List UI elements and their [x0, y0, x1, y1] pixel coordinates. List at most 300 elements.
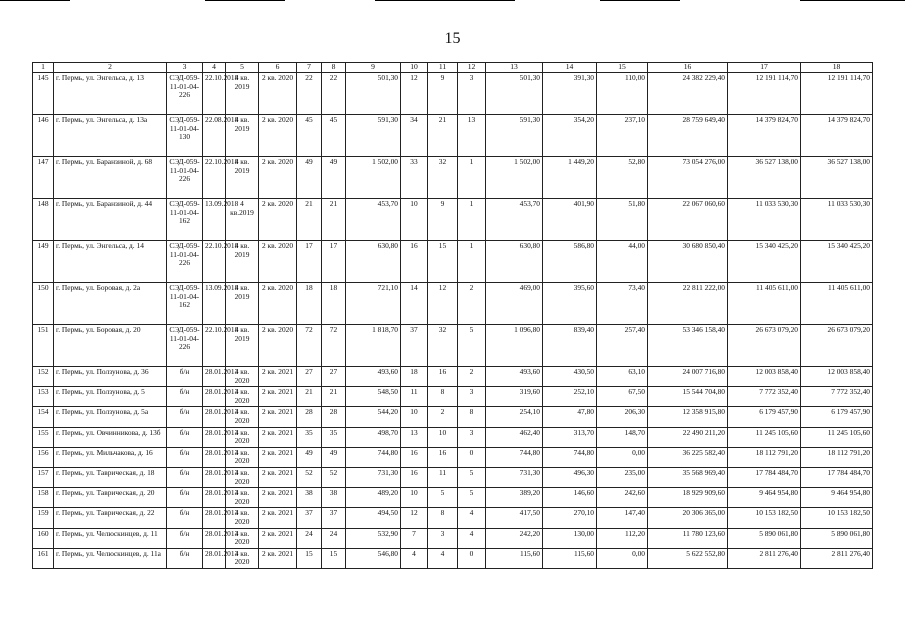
col11-cell: 16	[428, 447, 458, 467]
col16-cell: 35 568 969,40	[648, 467, 728, 487]
col17-cell: 5 890 061,80	[728, 528, 801, 548]
document-cell: СЭД-059-11-01-04-226	[167, 325, 203, 367]
row-number: 147	[33, 157, 54, 199]
address-cell: г. Пермь, ул. Баранзиной, д. 68	[54, 157, 167, 199]
col12-cell: 5	[458, 467, 486, 487]
quarter-end-cell: 2 кв. 2020	[259, 283, 297, 325]
quarter-end-cell: 2 кв. 2021	[259, 367, 297, 387]
col15-cell: 235,00	[597, 467, 648, 487]
quarter-start-cell: 4 кв. 2019	[226, 115, 259, 157]
col7-cell: 21	[297, 387, 322, 407]
quarter-start-cell: 4 кв.2019	[226, 199, 259, 241]
col17-cell: 36 527 138,00	[728, 157, 801, 199]
col15-cell: 147,40	[597, 508, 648, 528]
row-number: 154	[33, 407, 54, 427]
header-cell: 4	[203, 63, 226, 73]
col14-cell: 115,60	[543, 548, 597, 568]
table-row	[33, 157, 873, 199]
table-row	[33, 283, 873, 325]
table-row	[33, 367, 873, 387]
document-cell: б/н	[167, 407, 203, 427]
date-cell: 28.01.2013	[203, 467, 226, 487]
document-cell: б/н	[167, 508, 203, 528]
row-number: 160	[33, 528, 54, 548]
header-cell: 13	[486, 63, 543, 73]
header-cell: 3	[167, 63, 203, 73]
quarter-end-cell: 2 кв. 2021	[259, 387, 297, 407]
row-number: 157	[33, 467, 54, 487]
document-cell: СЭД-059-11-01-04-162	[167, 199, 203, 241]
table-row	[33, 528, 873, 548]
header-cell: 12	[458, 63, 486, 73]
col14-cell: 313,70	[543, 427, 597, 447]
document-cell: б/н	[167, 387, 203, 407]
date-cell: 22.10.2018	[203, 157, 226, 199]
col12-cell: 2	[458, 283, 486, 325]
date-cell: 28.01.2013	[203, 488, 226, 508]
col10-cell: 10	[401, 199, 428, 241]
col9-cell: 1 818,70	[346, 325, 401, 367]
col18-cell: 6 179 457,90	[801, 407, 873, 427]
col9-cell: 493,60	[346, 367, 401, 387]
quarter-end-cell: 2 кв. 2021	[259, 508, 297, 528]
quarter-start-cell: 4 кв. 2020	[226, 367, 259, 387]
col16-cell: 20 306 365,00	[648, 508, 728, 528]
col11-cell: 21	[428, 115, 458, 157]
col17-cell: 9 464 954,80	[728, 488, 801, 508]
col11-cell: 12	[428, 283, 458, 325]
col7-cell: 38	[297, 488, 322, 508]
col15-cell: 242,60	[597, 488, 648, 508]
date-cell: 28.01.2013	[203, 367, 226, 387]
header-cell: 2	[54, 63, 167, 73]
col13-cell: 731,30	[486, 467, 543, 487]
col18-cell: 17 784 484,70	[801, 467, 873, 487]
quarter-end-cell: 2 кв. 2021	[259, 488, 297, 508]
col18-cell: 2 811 276,40	[801, 548, 873, 568]
col9-cell: 498,70	[346, 427, 401, 447]
date-cell: 28.01.2013	[203, 528, 226, 548]
col17-cell: 17 784 484,70	[728, 467, 801, 487]
col11-cell: 32	[428, 157, 458, 199]
row-number: 155	[33, 427, 54, 447]
quarter-end-cell: 2 кв. 2021	[259, 548, 297, 568]
col14-cell: 430,50	[543, 367, 597, 387]
col14-cell: 391,30	[543, 73, 597, 115]
col15-cell: 73,40	[597, 283, 648, 325]
quarter-start-cell: 4 кв. 2019	[226, 241, 259, 283]
col9-cell: 1 502,00	[346, 157, 401, 199]
col14-cell: 270,10	[543, 508, 597, 528]
col8-cell: 21	[322, 199, 346, 241]
date-cell: 13.09.2018	[203, 283, 226, 325]
col10-cell: 37	[401, 325, 428, 367]
col15-cell: 52,80	[597, 157, 648, 199]
table-row	[33, 407, 873, 427]
table-row	[33, 115, 873, 157]
col14-cell: 47,80	[543, 407, 597, 427]
col9-cell: 532,90	[346, 528, 401, 548]
col17-cell: 2 811 276,40	[728, 548, 801, 568]
header-cell: 6	[259, 63, 297, 73]
quarter-start-cell: 4 кв. 2019	[226, 73, 259, 115]
header-cell: 7	[297, 63, 322, 73]
col7-cell: 49	[297, 447, 322, 467]
col16-cell: 30 680 850,40	[648, 241, 728, 283]
col13-cell: 501,30	[486, 73, 543, 115]
col7-cell: 27	[297, 367, 322, 387]
header-cell: 17	[728, 63, 801, 73]
quarter-start-cell: 4 кв. 2019	[226, 325, 259, 367]
row-number: 152	[33, 367, 54, 387]
col17-cell: 18 112 791,20	[728, 447, 801, 467]
document-cell: б/н	[167, 447, 203, 467]
document-cell: б/н	[167, 548, 203, 568]
col9-cell: 721,10	[346, 283, 401, 325]
col10-cell: 7	[401, 528, 428, 548]
date-cell: 28.01.2013	[203, 407, 226, 427]
quarter-start-cell: 4 кв. 2020	[226, 528, 259, 548]
quarter-end-cell: 2 кв. 2021	[259, 447, 297, 467]
col7-cell: 17	[297, 241, 322, 283]
col9-cell: 501,30	[346, 73, 401, 115]
col11-cell: 10	[428, 427, 458, 447]
document-cell: СЭД-059-11-01-04-130	[167, 115, 203, 157]
col7-cell: 35	[297, 427, 322, 447]
address-cell: г. Пермь, ул. Таврическая, д. 20	[54, 488, 167, 508]
col18-cell: 7 772 352,40	[801, 387, 873, 407]
row-number: 159	[33, 508, 54, 528]
col16-cell: 15 544 704,80	[648, 387, 728, 407]
date-cell: 28.01.2013	[203, 447, 226, 467]
col16-cell: 18 929 909,60	[648, 488, 728, 508]
col15-cell: 67,50	[597, 387, 648, 407]
col9-cell: 744,80	[346, 447, 401, 467]
col8-cell: 15	[322, 548, 346, 568]
col8-cell: 49	[322, 447, 346, 467]
date-cell: 28.01.2013	[203, 387, 226, 407]
table-row	[33, 467, 873, 487]
quarter-end-cell: 2 кв. 2021	[259, 467, 297, 487]
col7-cell: 37	[297, 508, 322, 528]
header-cell: 16	[648, 63, 728, 73]
col16-cell: 12 358 915,80	[648, 407, 728, 427]
quarter-end-cell: 2 кв. 2020	[259, 115, 297, 157]
col10-cell: 16	[401, 447, 428, 467]
col17-cell: 6 179 457,90	[728, 407, 801, 427]
col10-cell: 33	[401, 157, 428, 199]
address-cell: г. Пермь, ул. Энгельса, д. 13	[54, 73, 167, 115]
date-cell: 22.08.2018	[203, 115, 226, 157]
quarter-end-cell: 2 кв. 2021	[259, 407, 297, 427]
col10-cell: 14	[401, 283, 428, 325]
date-cell: 13.09.2018	[203, 199, 226, 241]
col18-cell: 15 340 425,20	[801, 241, 873, 283]
col10-cell: 12	[401, 508, 428, 528]
col16-cell: 22 490 211,20	[648, 427, 728, 447]
col15-cell: 237,10	[597, 115, 648, 157]
col10-cell: 16	[401, 467, 428, 487]
col13-cell: 744,80	[486, 447, 543, 467]
col14-cell: 744,80	[543, 447, 597, 467]
col13-cell: 1 096,80	[486, 325, 543, 367]
quarter-start-cell: 4 кв. 2020	[226, 427, 259, 447]
col15-cell: 206,30	[597, 407, 648, 427]
col18-cell: 11 033 530,30	[801, 199, 873, 241]
document-cell: СЭД-059-11-01-04-226	[167, 73, 203, 115]
col8-cell: 22	[322, 73, 346, 115]
row-number: 146	[33, 115, 54, 157]
quarter-start-cell: 4 кв. 2020	[226, 548, 259, 568]
top-rule-center	[375, 0, 515, 1]
col7-cell: 22	[297, 73, 322, 115]
col15-cell: 51,80	[597, 199, 648, 241]
address-cell: г. Пермь, ул. Ползунова, д. 36	[54, 367, 167, 387]
col12-cell: 1	[458, 199, 486, 241]
col16-cell: 22 811 222,00	[648, 283, 728, 325]
col17-cell: 11 405 611,00	[728, 283, 801, 325]
address-cell: г. Пермь, ул. Таврическая, д. 22	[54, 508, 167, 528]
col9-cell: 494,50	[346, 508, 401, 528]
table-row	[33, 427, 873, 447]
quarter-start-cell: 4 кв. 2020	[226, 407, 259, 427]
col8-cell: 49	[322, 157, 346, 199]
table-row	[33, 488, 873, 508]
header-cell: 10	[401, 63, 428, 73]
date-cell: 22.10.2018	[203, 241, 226, 283]
col8-cell: 52	[322, 467, 346, 487]
quarter-start-cell: 4 кв. 2020	[226, 467, 259, 487]
col16-cell: 28 759 649,40	[648, 115, 728, 157]
col16-cell: 24 007 716,80	[648, 367, 728, 387]
col18-cell: 12 191 114,70	[801, 73, 873, 115]
address-cell: г. Пермь, ул. Мильчакова, д. 16	[54, 447, 167, 467]
address-cell: г. Пермь, ул. Баранзиной, д. 44	[54, 199, 167, 241]
address-cell: г. Пермь, ул. Челюскинцев, д. 11	[54, 528, 167, 548]
header-cell: 1	[33, 63, 54, 73]
col17-cell: 10 153 182,50	[728, 508, 801, 528]
col12-cell: 3	[458, 427, 486, 447]
col10-cell: 34	[401, 115, 428, 157]
row-number: 145	[33, 73, 54, 115]
page-number: 15	[444, 30, 461, 47]
col7-cell: 28	[297, 407, 322, 427]
col8-cell: 45	[322, 115, 346, 157]
col12-cell: 4	[458, 528, 486, 548]
col9-cell: 731,30	[346, 467, 401, 487]
address-cell: г. Пермь, ул. Боровая, д. 20	[54, 325, 167, 367]
row-number: 153	[33, 387, 54, 407]
document-cell: СЭД-059-11-01-04-226	[167, 241, 203, 283]
col12-cell: 8	[458, 407, 486, 427]
address-cell: г. Пермь, ул. Ползунова, д. 5а	[54, 407, 167, 427]
col16-cell: 24 382 229,40	[648, 73, 728, 115]
col17-cell: 15 340 425,20	[728, 241, 801, 283]
col18-cell: 10 153 182,50	[801, 508, 873, 528]
col12-cell: 0	[458, 447, 486, 467]
address-cell: г. Пермь, ул. Ползунова, д. 5	[54, 387, 167, 407]
col10-cell: 10	[401, 488, 428, 508]
col9-cell: 548,50	[346, 387, 401, 407]
row-number: 158	[33, 488, 54, 508]
col14-cell: 401,90	[543, 199, 597, 241]
quarter-start-cell: 4 кв. 2019	[226, 283, 259, 325]
col12-cell: 0	[458, 548, 486, 568]
col9-cell: 630,80	[346, 241, 401, 283]
col9-cell: 544,20	[346, 407, 401, 427]
col13-cell: 591,30	[486, 115, 543, 157]
date-cell: 22.10.2018	[203, 325, 226, 367]
col9-cell: 489,20	[346, 488, 401, 508]
address-cell: г. Пермь, ул. Таврическая, д. 18	[54, 467, 167, 487]
col10-cell: 10	[401, 407, 428, 427]
col12-cell: 4	[458, 508, 486, 528]
col14-cell: 146,60	[543, 488, 597, 508]
header-cell: 8	[322, 63, 346, 73]
table-row	[33, 199, 873, 241]
table-row	[33, 548, 873, 568]
col15-cell: 0,00	[597, 447, 648, 467]
col12-cell: 5	[458, 325, 486, 367]
col10-cell: 12	[401, 73, 428, 115]
top-rule-center-left	[205, 0, 285, 1]
col14-cell: 354,20	[543, 115, 597, 157]
col11-cell: 3	[428, 528, 458, 548]
quarter-end-cell: 2 кв. 2020	[259, 325, 297, 367]
col14-cell: 586,80	[543, 241, 597, 283]
col7-cell: 45	[297, 115, 322, 157]
col8-cell: 24	[322, 528, 346, 548]
col16-cell: 36 225 582,40	[648, 447, 728, 467]
col8-cell: 18	[322, 283, 346, 325]
quarter-end-cell: 2 кв. 2020	[259, 241, 297, 283]
col10-cell: 18	[401, 367, 428, 387]
col12-cell: 2	[458, 367, 486, 387]
col12-cell: 13	[458, 115, 486, 157]
col14-cell: 1 449,20	[543, 157, 597, 199]
col13-cell: 630,80	[486, 241, 543, 283]
document-cell: СЭД-059-11-01-04-226	[167, 157, 203, 199]
col8-cell: 72	[322, 325, 346, 367]
col8-cell: 35	[322, 427, 346, 447]
col16-cell: 22 067 060,60	[648, 199, 728, 241]
document-cell: б/н	[167, 467, 203, 487]
header-cell: 18	[801, 63, 873, 73]
col11-cell: 8	[428, 508, 458, 528]
col9-cell: 453,70	[346, 199, 401, 241]
col15-cell: 257,40	[597, 325, 648, 367]
address-cell: г. Пермь, ул. Овчинникова, д. 13б	[54, 427, 167, 447]
col7-cell: 15	[297, 548, 322, 568]
col11-cell: 4	[428, 548, 458, 568]
col11-cell: 9	[428, 199, 458, 241]
document-cell: б/н	[167, 488, 203, 508]
col9-cell: 591,30	[346, 115, 401, 157]
col18-cell: 11 405 611,00	[801, 283, 873, 325]
col11-cell: 9	[428, 73, 458, 115]
col13-cell: 242,20	[486, 528, 543, 548]
col18-cell: 9 464 954,80	[801, 488, 873, 508]
header-cell: 5	[226, 63, 259, 73]
row-number: 148	[33, 199, 54, 241]
col14-cell: 496,30	[543, 467, 597, 487]
col12-cell: 1	[458, 157, 486, 199]
date-cell: 28.01.2013	[203, 427, 226, 447]
col17-cell: 12 191 114,70	[728, 73, 801, 115]
col15-cell: 44,00	[597, 241, 648, 283]
col13-cell: 417,50	[486, 508, 543, 528]
document-cell: б/н	[167, 427, 203, 447]
col14-cell: 839,40	[543, 325, 597, 367]
quarter-start-cell: 4 кв. 2020	[226, 387, 259, 407]
col7-cell: 52	[297, 467, 322, 487]
col17-cell: 11 033 530,30	[728, 199, 801, 241]
row-number: 161	[33, 548, 54, 568]
col7-cell: 21	[297, 199, 322, 241]
quarter-end-cell: 2 кв. 2021	[259, 427, 297, 447]
date-cell: 22.10.2018	[203, 73, 226, 115]
address-cell: г. Пермь, ул. Энгельса, д. 14	[54, 241, 167, 283]
data-table	[32, 62, 873, 569]
top-rule-center-right	[600, 0, 680, 1]
col14-cell: 252,10	[543, 387, 597, 407]
col8-cell: 17	[322, 241, 346, 283]
col11-cell: 32	[428, 325, 458, 367]
col8-cell: 37	[322, 508, 346, 528]
col13-cell: 115,60	[486, 548, 543, 568]
col8-cell: 28	[322, 407, 346, 427]
col13-cell: 254,10	[486, 407, 543, 427]
col11-cell: 15	[428, 241, 458, 283]
col7-cell: 18	[297, 283, 322, 325]
col8-cell: 27	[322, 367, 346, 387]
col16-cell: 73 054 276,00	[648, 157, 728, 199]
quarter-end-cell: 2 кв. 2020	[259, 199, 297, 241]
document-cell: СЭД-059-11-01-04-162	[167, 283, 203, 325]
col12-cell: 3	[458, 387, 486, 407]
col14-cell: 395,60	[543, 283, 597, 325]
col12-cell: 3	[458, 73, 486, 115]
table-row	[33, 508, 873, 528]
col10-cell: 16	[401, 241, 428, 283]
col10-cell: 13	[401, 427, 428, 447]
col12-cell: 5	[458, 488, 486, 508]
col17-cell: 26 673 079,20	[728, 325, 801, 367]
header-cell: 9	[346, 63, 401, 73]
col11-cell: 2	[428, 407, 458, 427]
quarter-start-cell: 4 кв. 2020	[226, 488, 259, 508]
col15-cell: 110,00	[597, 73, 648, 115]
header-row	[33, 63, 873, 73]
col15-cell: 148,70	[597, 427, 648, 447]
quarter-end-cell: 2 кв. 2020	[259, 73, 297, 115]
col8-cell: 21	[322, 387, 346, 407]
col11-cell: 11	[428, 467, 458, 487]
document-cell: б/н	[167, 367, 203, 387]
col15-cell: 0,00	[597, 548, 648, 568]
document-cell: б/н	[167, 528, 203, 548]
quarter-start-cell: 4 кв. 2020	[226, 447, 259, 467]
top-rule-right	[800, 0, 905, 1]
row-number: 156	[33, 447, 54, 467]
quarter-end-cell: 2 кв. 2020	[259, 157, 297, 199]
col16-cell: 11 780 123,60	[648, 528, 728, 548]
col14-cell: 130,00	[543, 528, 597, 548]
top-rule-left	[0, 0, 70, 1]
table-row	[33, 325, 873, 367]
table-row	[33, 447, 873, 467]
col17-cell: 14 379 824,70	[728, 115, 801, 157]
